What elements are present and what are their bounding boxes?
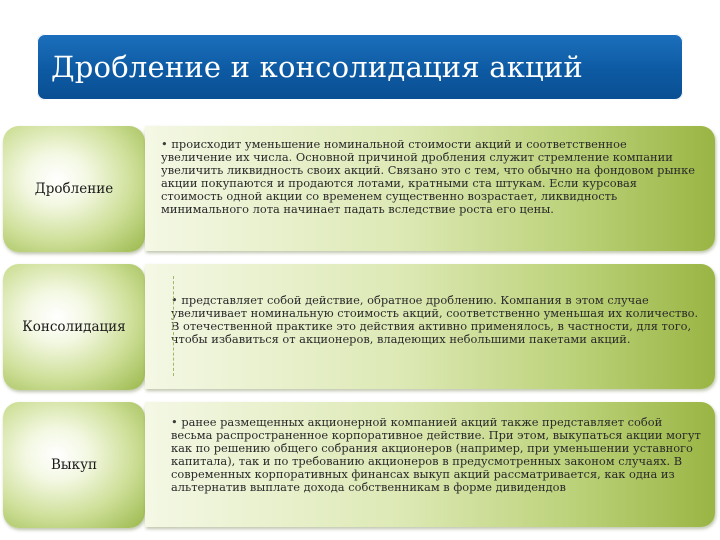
dashed-divider (173, 276, 174, 376)
label-box-buyback (3, 402, 145, 528)
slide-title-bar (37, 34, 683, 100)
text-box-splitting: • происходит уменьшение номинальной стоимости акций и соответственное увеличение их числа. Основной причиной дробления служит стремление компании увеличить ликвидность своих акций. Связано это с тем, что обычно на фондовом рынке акции покупаются и продаются лотами, кратными ста штукам. Если курсовая стоимость одной акции со временем существенно возрастает, ликвидность минимального лота начинает падать вследствие роста его цены. (145, 126, 715, 251)
label-box-splitting (3, 126, 145, 252)
text-buyback: ранее размещенных акционерной компанией акций также представляет собой весьма распространенное корпоративное действие. При этом, выкупаться акции могут как по решению общего собрания акционеров (например, при уменьшении уставного капитала), так и по требованию акционеров в предусмотренных законом случаях. В современных корпоративных финансах выкуп акций рассматривается, как одна из альтернатив выплате дохода собственникам в форме дивидендов (171, 415, 701, 494)
text-box-consolidation: • представляет собой действие, обратное дроблению. Компания в этом случае увеличивает номинальную стоимость акций, соответственно уменьшая их количество. В отечественной практике это действия активно применялось, в частности, для того, чтобы избавиться от акционеров, владеющих небольшими пакетами акций. (145, 264, 715, 389)
text-consolidation: представляет собой действие, обратное дроблению. Компания в этом случае увеличивает номинальную стоимость акций, соответственно уменьшая их количество. В отечественной практике это действия активно применялось, в частности, для того, чтобы избавиться от акционеров, владеющих небольшими пакетами акций. (171, 293, 699, 346)
text-box-buyback: • ранее размещенных акционерной компанией акций также представляет собой весьма распространенное корпоративное действие. При этом, выкупаться акции могут как по решению общего собрания акционеров (например, при уменьшении уставного капитала), так и по требованию акционеров в предусмотренных законом случаях. В современных корпоративных финансах выкуп акций рассматривается, как одна из альтернатив выплате дохода собственникам в форме дивидендов (145, 402, 715, 527)
label-buyback: Выкуп (50, 457, 98, 473)
text-splitting: происходит уменьшение номинальной стоимости акций и соответственное увеличение их числа. Основной причиной дробления служит стремление компании увеличить ликвидность своих акций. Связано это с тем, что обычно на фондовом рынке акции покупаются и продаются лотами, кратными ста штукам. Если курсовая стоимость одной акции со временем существенно возрастает, ликвидность минимального лота начинает падать вследствие роста его цены. (161, 137, 695, 216)
label-splitting: Дробление (34, 181, 114, 197)
label-box-consolidation (3, 264, 145, 390)
label-consolidation: Консолидация (22, 319, 126, 335)
slide-title: Дробление и консолидация акций (51, 50, 583, 84)
